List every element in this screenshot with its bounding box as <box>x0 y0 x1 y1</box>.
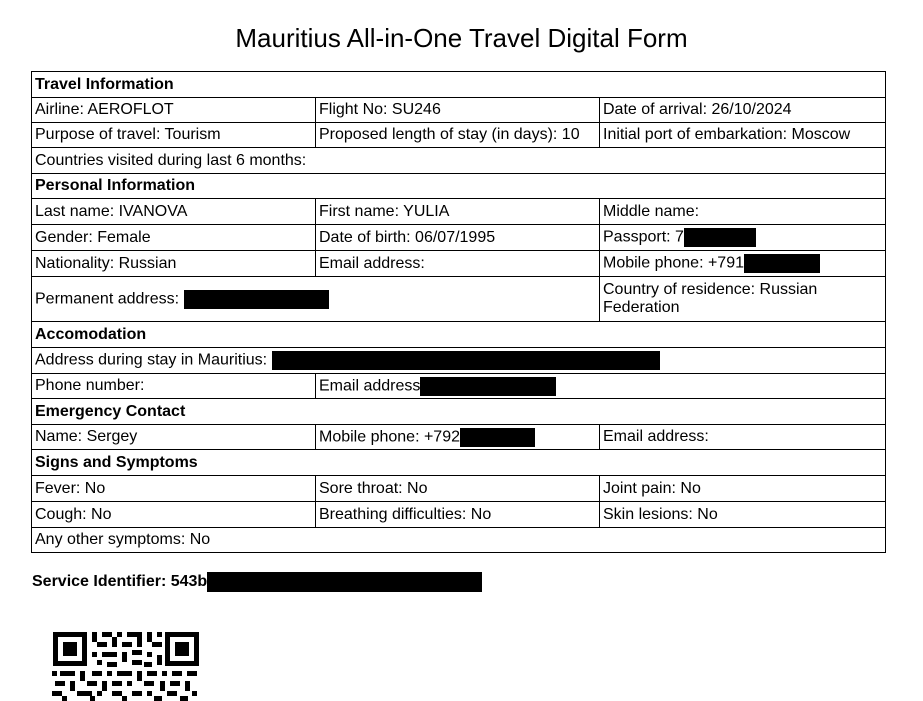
section-header-personal: Personal Information <box>32 174 886 199</box>
permanent-address-label: Permanent address: <box>35 290 180 308</box>
breathing-cell: Breathing difficulties: No <box>316 502 600 528</box>
gender-cell: Gender: Female <box>32 225 316 251</box>
skin-lesions-cell: Skin lesions: No <box>600 502 886 528</box>
section-header-travel: Travel Information <box>32 72 886 98</box>
passport-label: Passport: 7 <box>603 228 684 246</box>
table-row <box>32 277 886 322</box>
table-row <box>32 123 886 148</box>
cough-cell: Cough: No <box>32 502 316 528</box>
emergency-mobile-cell <box>316 425 600 450</box>
dob-cell: Date of birth: 06/07/1995 <box>316 225 600 251</box>
redaction-bar <box>684 228 756 247</box>
table-row <box>32 98 886 123</box>
stay-length-cell: Proposed length of stay (in days): 10 <box>316 123 600 148</box>
section-row-personal <box>32 174 886 199</box>
accommodation-email-label: Email address <box>319 377 421 395</box>
nationality-cell: Nationality: Russian <box>32 251 316 277</box>
section-row-travel <box>32 72 886 98</box>
purpose-cell: Purpose of travel: Tourism <box>32 123 316 148</box>
redaction-bar <box>272 351 660 370</box>
arrival-date-cell: Date of arrival: 26/10/2024 <box>600 98 886 123</box>
passport-cell <box>600 225 886 251</box>
flight-no-cell: Flight No: SU246 <box>316 98 600 123</box>
redaction-bar <box>460 428 535 447</box>
emergency-name-cell: Name: Sergey <box>32 425 316 450</box>
table-row <box>32 425 886 450</box>
airline-cell: Airline: AEROFLOT <box>32 98 316 123</box>
redaction-bar <box>207 572 482 592</box>
redaction-bar <box>744 254 820 273</box>
accommodation-email-cell <box>316 374 886 399</box>
table-row <box>32 148 886 174</box>
table-row <box>32 225 886 251</box>
mobile-cell <box>600 251 886 277</box>
service-identifier <box>32 572 482 592</box>
embarkation-cell: Initial port of embarkation: Moscow <box>600 123 886 148</box>
mobile-label: Mobile phone: +791 <box>603 254 744 272</box>
table-row <box>32 528 886 553</box>
travel-form-table <box>31 71 886 553</box>
emergency-mobile-label: Mobile phone: +792 <box>319 428 460 446</box>
table-row <box>32 476 886 502</box>
permanent-address-cell <box>32 277 600 322</box>
table-row <box>32 199 886 225</box>
section-header-symptoms: Signs and Symptoms <box>32 450 886 476</box>
other-symptoms-cell: Any other symptoms: No <box>32 528 886 553</box>
table-row <box>32 374 886 399</box>
qr-code-icon <box>52 630 200 701</box>
middle-name-cell: Middle name: <box>600 199 886 225</box>
section-row-symptoms <box>32 450 886 476</box>
page-title: Mauritius All-in-One Travel Digital Form <box>235 23 688 53</box>
sore-throat-cell: Sore throat: No <box>316 476 600 502</box>
joint-pain-cell: Joint pain: No <box>600 476 886 502</box>
emergency-email-cell: Email address: <box>600 425 886 450</box>
stay-address-cell <box>32 348 886 374</box>
section-row-accommodation <box>32 322 886 348</box>
countries-visited-cell: Countries visited during last 6 months: <box>32 148 886 174</box>
table-row <box>32 502 886 528</box>
section-row-emergency <box>32 399 886 425</box>
service-identifier-label: Service Identifier: 543b <box>32 573 208 591</box>
table-row <box>32 251 886 277</box>
section-header-accommodation: Accomodation <box>32 322 886 348</box>
email-cell: Email address: <box>316 251 600 277</box>
redaction-bar <box>184 290 329 309</box>
first-name-cell: First name: YULIA <box>316 199 600 225</box>
table-row <box>32 348 886 374</box>
fever-cell: Fever: No <box>32 476 316 502</box>
redaction-bar <box>420 377 556 396</box>
section-header-emergency: Emergency Contact <box>32 399 886 425</box>
stay-address-label: Address during stay in Mauritius: <box>35 351 268 369</box>
last-name-cell: Last name: IVANOVA <box>32 199 316 225</box>
residence-cell: Country of residence: Russian Federation <box>600 277 886 322</box>
accommodation-phone-cell: Phone number: <box>32 374 316 399</box>
